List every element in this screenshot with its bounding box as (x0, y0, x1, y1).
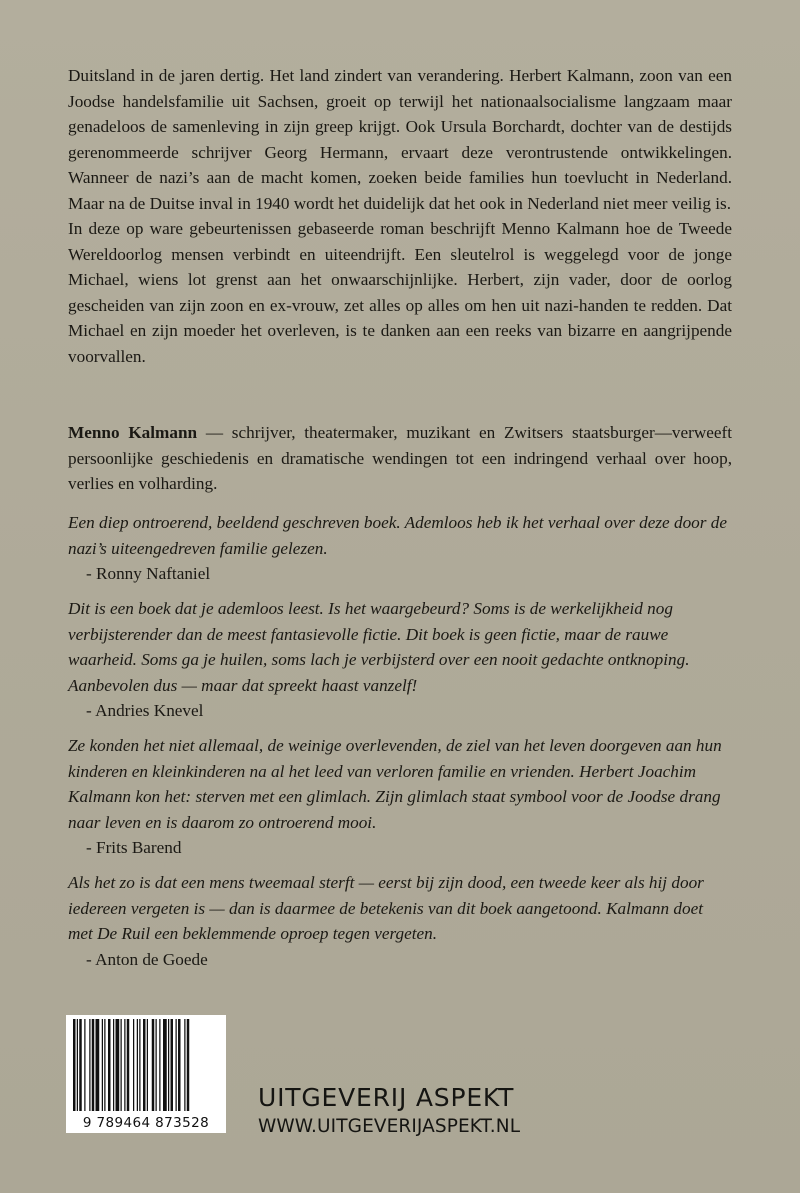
barcode-bar (127, 1019, 130, 1111)
review-text: Een diep ontroerend, beeldend geschreven boek. Ademloos heb ik het verhaal over deze door de nazi’s uiteengedreven familie gelezen. (68, 513, 727, 558)
barcode-bar (176, 1019, 177, 1111)
review-text: Als het zo is dat een mens tweemaal sterft — eerst bij zijn dood, een tweede keer als hij door iedereen vergeten is — dan is daarmee de betekenis van dit boek aangetoond. Kalmann doet met De Ruil een beklemmende oproep tegen vergeten. (68, 873, 704, 943)
review-author: - Ronny Naftaniel (86, 564, 211, 583)
barcode-bar (178, 1019, 181, 1111)
review-quote (68, 870, 732, 972)
barcode-bar (168, 1019, 169, 1111)
barcode-bar (143, 1019, 146, 1111)
barcode-bar (163, 1019, 167, 1111)
barcode-bar (113, 1019, 114, 1111)
barcode-bars (71, 1019, 221, 1111)
barcode-bar (116, 1019, 120, 1111)
barcode-bar (102, 1019, 103, 1111)
review-text: Dit is een boek dat je ademloos leest. Is het waargebeurd? Soms is de werkelijkheid nog verbijsterender dan de meest fantasievolle fictie. Dit boek is geen fictie, maar de rauwe waarheid. Soms ga je huilen, soms lach je verbijsterd over een nooit gedachte ontknoping. Aanbevolen dus — maar dat spreekt haast vanzelf! (68, 599, 690, 695)
barcode-bar (159, 1019, 160, 1111)
barcode-bar (124, 1019, 125, 1111)
barcode-bar (89, 1019, 90, 1111)
blurb-paragraph-1: Duitsland in de jaren dertig. Het land zindert van verandering. Herbert Kalmann, zoon van een Joodse handelsfamilie uit Sachsen, groeit op terwijl het nationaalsocialisme langzaam maar genadeloos de samenleving in zijn greep krijgt. Ook Ursula Borchardt, dochter van de destijds gerenommeerde schrijver Georg Hermann, ervaart deze verontrustende ontwikkelingen. Wanneer de nazi’s aan de macht komen, zoeken beide families hun toevlucht in Nederland. Maar na de Duitse inval in 1940 wordt het duidelijk dat het ook in Nederland niet meer veilig is. (68, 66, 732, 213)
barcode-bar (137, 1019, 138, 1111)
barcode-bar (73, 1019, 76, 1111)
author-bio (68, 420, 732, 497)
publisher-block (258, 1082, 520, 1140)
barcode-bar (171, 1019, 174, 1111)
review-author: - Andries Knevel (86, 701, 204, 720)
barcode-bar (187, 1019, 190, 1111)
barcode-bar (84, 1019, 85, 1111)
author-bio-text: — schrijver, theatermaker, muzikant en Zwitsers staatsburger—verweeft persoonlijke geschiedenis en dramatische wendingen tot een indringend verhaal over hoop, verlies en volharding. (68, 423, 732, 493)
review-quote (68, 510, 732, 587)
review-quote (68, 596, 732, 724)
isbn-barcode (66, 1015, 226, 1133)
isbn-number: 9 789464 873528 (82, 1115, 210, 1131)
review-text: Ze konden het niet allemaal, de weinige overlevenden, de ziel van het leven doorgeven aan hun kinderen en kleinkinderen na al het leed van verloren familie en vrienden. Herbert Joachim Kalmann kon het: sterven met een glimlach. Zijn glimlach staat symbool voor de Joodse drang naar leven en is daarom zo ontroerend mooi. (68, 736, 722, 832)
publisher-url[interactable]: WWW.UITGEVERIJASPEKT.NL (258, 1116, 521, 1137)
barcode-bar (79, 1019, 82, 1111)
barcode-bar (184, 1019, 185, 1111)
barcode-bar (108, 1019, 111, 1111)
barcode-bar (139, 1019, 140, 1111)
publisher-name: UITGEVERIJ ASPEKT (258, 1083, 515, 1112)
barcode-bar (92, 1019, 95, 1111)
author-name: Menno Kalmann (68, 423, 198, 442)
review-author: - Anton de Goede (86, 949, 208, 969)
barcode-bar (156, 1019, 157, 1111)
barcode-bar (147, 1019, 148, 1111)
barcode-bar (152, 1019, 155, 1111)
barcode-bar (133, 1019, 134, 1111)
barcode-bar (104, 1019, 105, 1111)
barcode-bar (77, 1019, 78, 1111)
blurb-paragraph-2: In deze op ware gebeurtenissen gebaseerde roman beschrijft Menno Kalmann hoe de Tweede Wereldoorlog mensen verbindt en uiteendrijft. Een sleutelrol is weggelegd voor de jonge Michael, wiens lot grenst aan het onwaarschijnlijke. Herbert, zijn vader, door de oorlog gescheiden van zijn zoon en ex-vrouw, zet alles op alles om hen uit nazi-handen te redden. Dat Michael en zijn moeder het overleven, is te danken aan een reeks van bizarre en aangrijpende voorvallen. (68, 219, 732, 366)
review-author: - Frits Barend (86, 838, 182, 857)
review-quote (68, 733, 732, 861)
barcode-bar (96, 1019, 100, 1111)
barcode-bar (121, 1019, 122, 1111)
